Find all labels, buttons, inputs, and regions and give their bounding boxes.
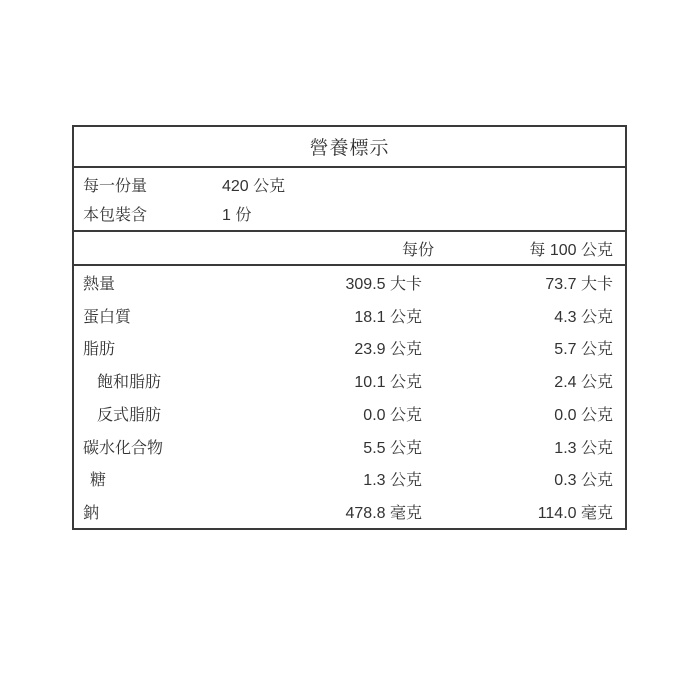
per-100g-value: 0.0 公克 <box>554 406 613 424</box>
per-100g-value: 5.7 公克 <box>554 341 613 359</box>
per-serving-value: 10.1 公克 <box>354 374 422 392</box>
nutrient-label: 糖 <box>90 472 107 490</box>
table-title: 營養標示 <box>309 138 390 159</box>
per-serving-value: 0.0 公克 <box>363 406 422 424</box>
table-title-row <box>74 127 625 168</box>
nutrient-row <box>74 397 625 430</box>
per-serving-value: 1.3 公克 <box>363 472 422 490</box>
per-100g-value: 0.3 公克 <box>554 472 613 490</box>
per-serving-value: 18.1 公克 <box>354 308 422 326</box>
nutrient-row <box>74 299 625 332</box>
serving-info-label: 每一份量 <box>83 178 148 195</box>
per-100g-value: 1.3 公克 <box>554 439 613 457</box>
serving-info-label: 本包裝含 <box>83 207 148 224</box>
serving-info-row <box>74 199 625 228</box>
per-100g-value: 73.7 大卡 <box>545 275 613 293</box>
per-100g-column-header: 每 100 公克 <box>529 241 613 259</box>
nutrient-row <box>74 495 625 528</box>
nutrient-label: 蛋白質 <box>83 308 132 326</box>
nutrient-row <box>74 463 625 496</box>
nutrient-row <box>74 332 625 365</box>
nutrient-row <box>74 430 625 463</box>
column-header-row <box>74 232 625 266</box>
serving-info-row <box>74 170 625 199</box>
serving-info-value: 420 公克 <box>222 178 286 195</box>
per-serving-column-header: 每份 <box>401 241 434 259</box>
per-serving-value: 478.8 毫克 <box>345 505 422 523</box>
nutrient-rows <box>74 266 625 528</box>
per-100g-value: 4.3 公克 <box>554 308 613 326</box>
nutrient-label: 熱量 <box>83 275 116 293</box>
per-serving-value: 309.5 大卡 <box>345 275 422 293</box>
nutrient-label: 飽和脂肪 <box>97 374 162 392</box>
serving-info-value: 1 份 <box>222 207 252 224</box>
per-serving-value: 23.9 公克 <box>354 341 422 359</box>
nutrition-facts-table <box>72 125 627 530</box>
nutrient-label: 脂肪 <box>83 341 116 359</box>
per-100g-value: 2.4 公克 <box>554 374 613 392</box>
per-serving-value: 5.5 公克 <box>363 439 422 457</box>
per-100g-value: 114.0 毫克 <box>537 505 613 523</box>
nutrient-label: 碳水化合物 <box>83 439 164 457</box>
nutrient-label: 反式脂肪 <box>97 406 162 424</box>
nutrient-row <box>74 364 625 397</box>
nutrient-label: 鈉 <box>83 505 100 523</box>
serving-info-section <box>74 168 625 232</box>
nutrient-row <box>74 266 625 299</box>
